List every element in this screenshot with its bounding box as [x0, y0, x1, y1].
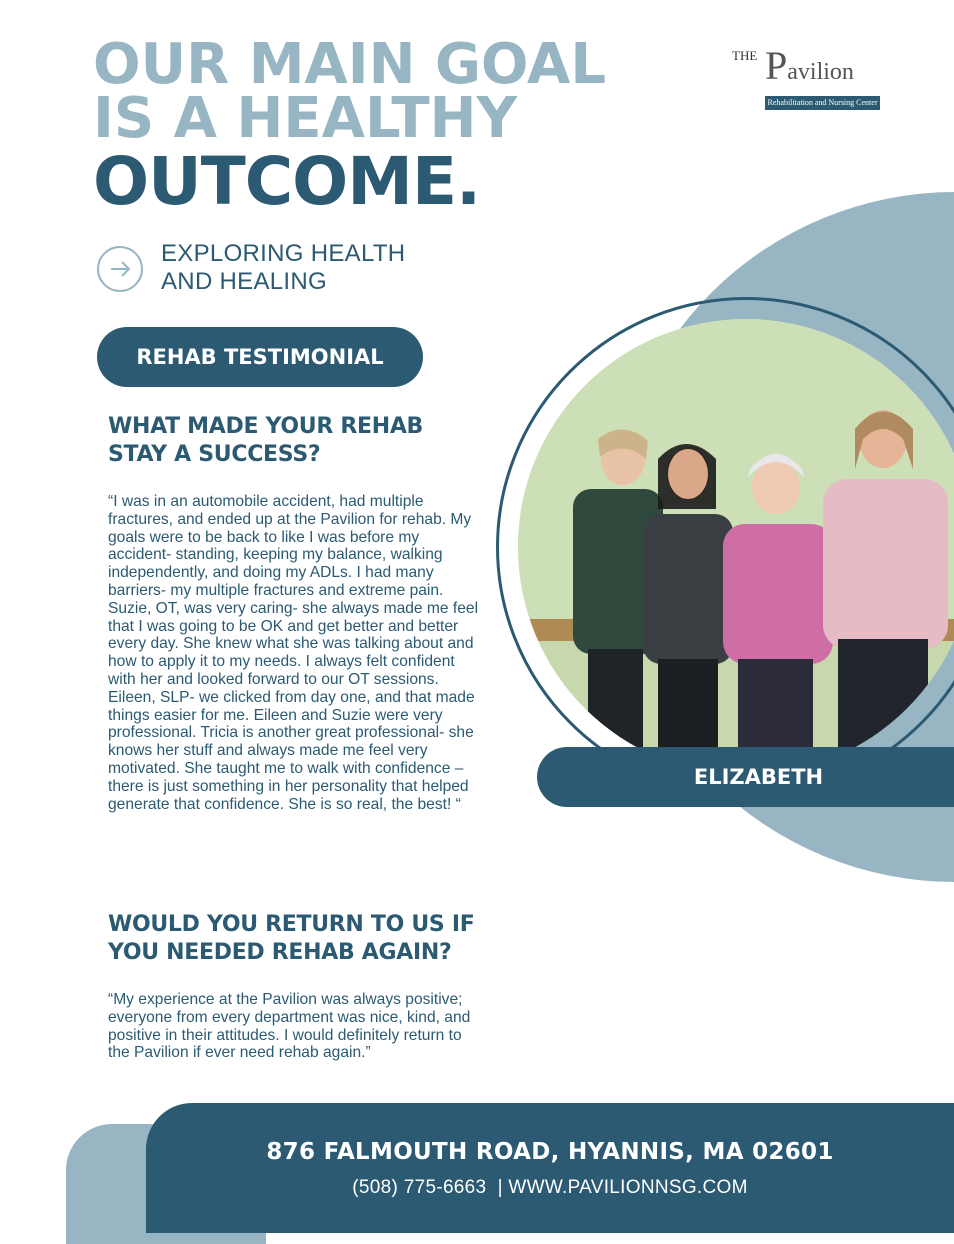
question-1-line-1: WHAT MADE YOUR REHAB	[108, 414, 424, 439]
section-badge: REHAB TESTIMONIAL	[97, 327, 423, 387]
group-photo	[518, 319, 954, 775]
logo-initial: P	[765, 43, 788, 88]
headline-line-1: OUR MAIN GOAL	[93, 32, 607, 97]
logo-rest: avilion	[787, 59, 854, 85]
headline-line-2: IS A HEALTHY	[93, 86, 517, 151]
footer-panel	[146, 1103, 954, 1233]
question-2	[108, 911, 474, 967]
subheading-line-2: AND HEALING	[161, 268, 328, 295]
question-1-line-2: STAY A SUCCESS?	[108, 442, 321, 467]
headline	[93, 32, 607, 220]
question-2-line-2: YOU NEEDED REHAB AGAIN?	[108, 940, 452, 965]
question-1	[108, 413, 423, 469]
question-2-line-1: WOULD YOU RETURN TO US IF	[108, 912, 475, 937]
headline-line-3: OUTCOME.	[93, 143, 481, 220]
subheading	[161, 240, 405, 296]
logo-tagline: Rehabilitation and Nursing Center	[765, 96, 880, 110]
footer-contact: (508) 775-6663 | WWW.PAVILIONNSG.COM	[352, 1177, 748, 1198]
photo-caption-bar	[537, 747, 954, 807]
logo-wordmark	[765, 44, 854, 94]
footer-address: 876 FALMOUTH ROAD, HYANNIS, MA 02601	[266, 1139, 834, 1165]
pavilion-logo	[732, 44, 882, 114]
subheading-line-1: EXPLORING HEALTH	[161, 240, 406, 267]
arrow-right-circle-icon	[97, 246, 143, 292]
logo-the: THE	[732, 48, 758, 63]
answer-1: “I was in an automobile accident, had multiple fractures, and ended up at the Pavilion for rehab. My goals were to be back to like I was before my accident- standing, keeping my balance, walking independently, and doing my ADLs. I had many barriers- my multiple fractures and extreme pain. Suzie, OT, was very caring- she always made me feel that I was going to be OK and get better and better every day. She knew what she was talking about and how to apply it to my needs. I always felt confident with her and looked forward to our OT sessions. Eileen, SLP- we clicked from day one, and that made things easier for me. Eileen and Suzie were very professional. Tricia is another great professional- she knows her stuff and always made me feel very motivated. She taught me to walk with confidence – there is just something in her personality that helped generate that confidence. She is so real, the best! “	[108, 493, 479, 813]
answer-2: “My experience at the Pavilion was always positive; everyone from every department was nice, kind, and positive in their attitudes. I would definitely return to the Pavilion if ever need rehab again.”	[108, 991, 471, 1062]
photo-caption: ELIZABETH	[693, 765, 824, 789]
